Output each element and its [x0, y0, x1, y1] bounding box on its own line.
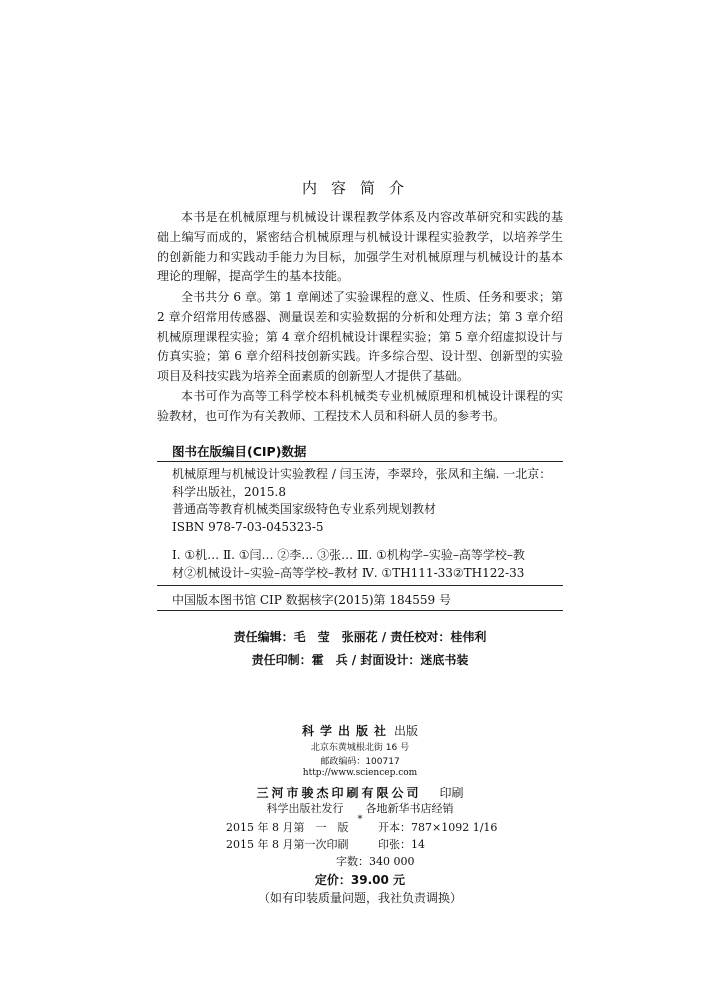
sheets-info: 印张：14 — [378, 838, 425, 851]
cip-main-block — [172, 466, 557, 536]
printer-line — [0, 784, 720, 801]
cip-line: 普通高等教育机械类国家级特色专业系列规划教材 — [172, 502, 437, 516]
printer-name: 三河市骏杰印刷有限公司 — [256, 786, 422, 800]
quality-note: （如有印装质量问题，我社负责调换） — [257, 891, 462, 905]
intro-paragraph-3: 本书可作为高等工科学校本科机械类专业机械原理和机械设计课程的实验教材，也可作为有关教师、工程技术人员和科研人员的参考书。 — [157, 389, 563, 423]
cip-middle-rule — [157, 585, 563, 586]
publisher-line — [0, 722, 720, 739]
cip-line: 科学出版社，2015.8 — [172, 484, 286, 499]
cip-class-line: Ⅰ. ①机… Ⅱ. ①闫… ②李… ③张… Ⅲ. ①机构学–实验–高等学校–教 — [172, 548, 525, 562]
publisher-name: 科学出版社 — [301, 724, 392, 738]
cip-line: 机械原理与机械设计实验教程 / 闫玉涛，李翠玲，张凤和主编. 一北京： — [172, 467, 552, 481]
printing-info: 2015 年 8 月第一次印刷 — [226, 838, 349, 851]
editors-line-2: 责任印制：霍 兵 / 封面设计：迷底书装 — [251, 653, 469, 667]
intro-title: 内容简介 — [301, 179, 418, 197]
cip-classification-block — [172, 547, 557, 582]
editors-line-1: 责任编辑：毛 莹 张丽花 / 责任校对：桂伟利 — [233, 630, 487, 644]
intro-paragraph-2: 全书共分 6 章。第 1 章阐述了实验课程的意义、性质、任务和要求；第 2 章介绍常用传感器、测量误差和实验数据的分析和处理方法；第 3 章介绍机械原理课程实验；第 4 章介绍机械设计课程实验；第 5 章介绍虚拟设计与仿真实验；第 6 章介绍科技创新实践。许多综合型、设计型、创新型的实验项目及科技实践为培养全面素质的创新型人才提供了基础。 — [157, 290, 563, 384]
publisher-suffix: 出版 — [394, 724, 419, 738]
publisher-address: 北京东黄城根北街 16 号 — [310, 743, 410, 753]
printer-suffix: 印刷 — [439, 786, 464, 800]
cip-top-rule — [157, 461, 563, 462]
cip-line: ISBN 978-7-03-045323-5 — [172, 519, 324, 534]
price: 定价：39.00 元 — [314, 873, 406, 887]
edition-info: 2015 年 8 月第 一 版 — [226, 821, 349, 834]
format-info: 开本：787×1092 1/16 — [378, 821, 498, 834]
cip-bottom-rule — [157, 610, 563, 611]
word-count: 字数：340 000 — [336, 855, 415, 868]
separator-star: * — [357, 814, 363, 825]
cip-core-number: 中国版本图书馆 CIP 数据核字(2015)第 184559 号 — [172, 593, 451, 607]
cip-class-line: 材②机械设计–实验–高等学校–教材 Ⅳ. ①TH111-33②TH122-33 — [172, 565, 525, 580]
publisher-postcode: 邮政编码：100717 — [320, 757, 400, 767]
cip-title: 图书在版编目(CIP)数据 — [172, 444, 307, 459]
publisher-website: http://www.sciencep.com — [302, 768, 418, 778]
distribution-line: 科学出版社发行 各地新华书店经销 — [266, 802, 454, 815]
intro-paragraph-1: 本书是在机械原理与机械设计课程教学体系及内容改革研究和实践的基础上编写而成的，紧密结合机械原理与机械设计课程实验教学，以培养学生的创新能力和实践动手能力为目标，加强学生对机械原理与机械设计的基本理论的理解，提高学生的基本技能。 — [157, 210, 563, 284]
